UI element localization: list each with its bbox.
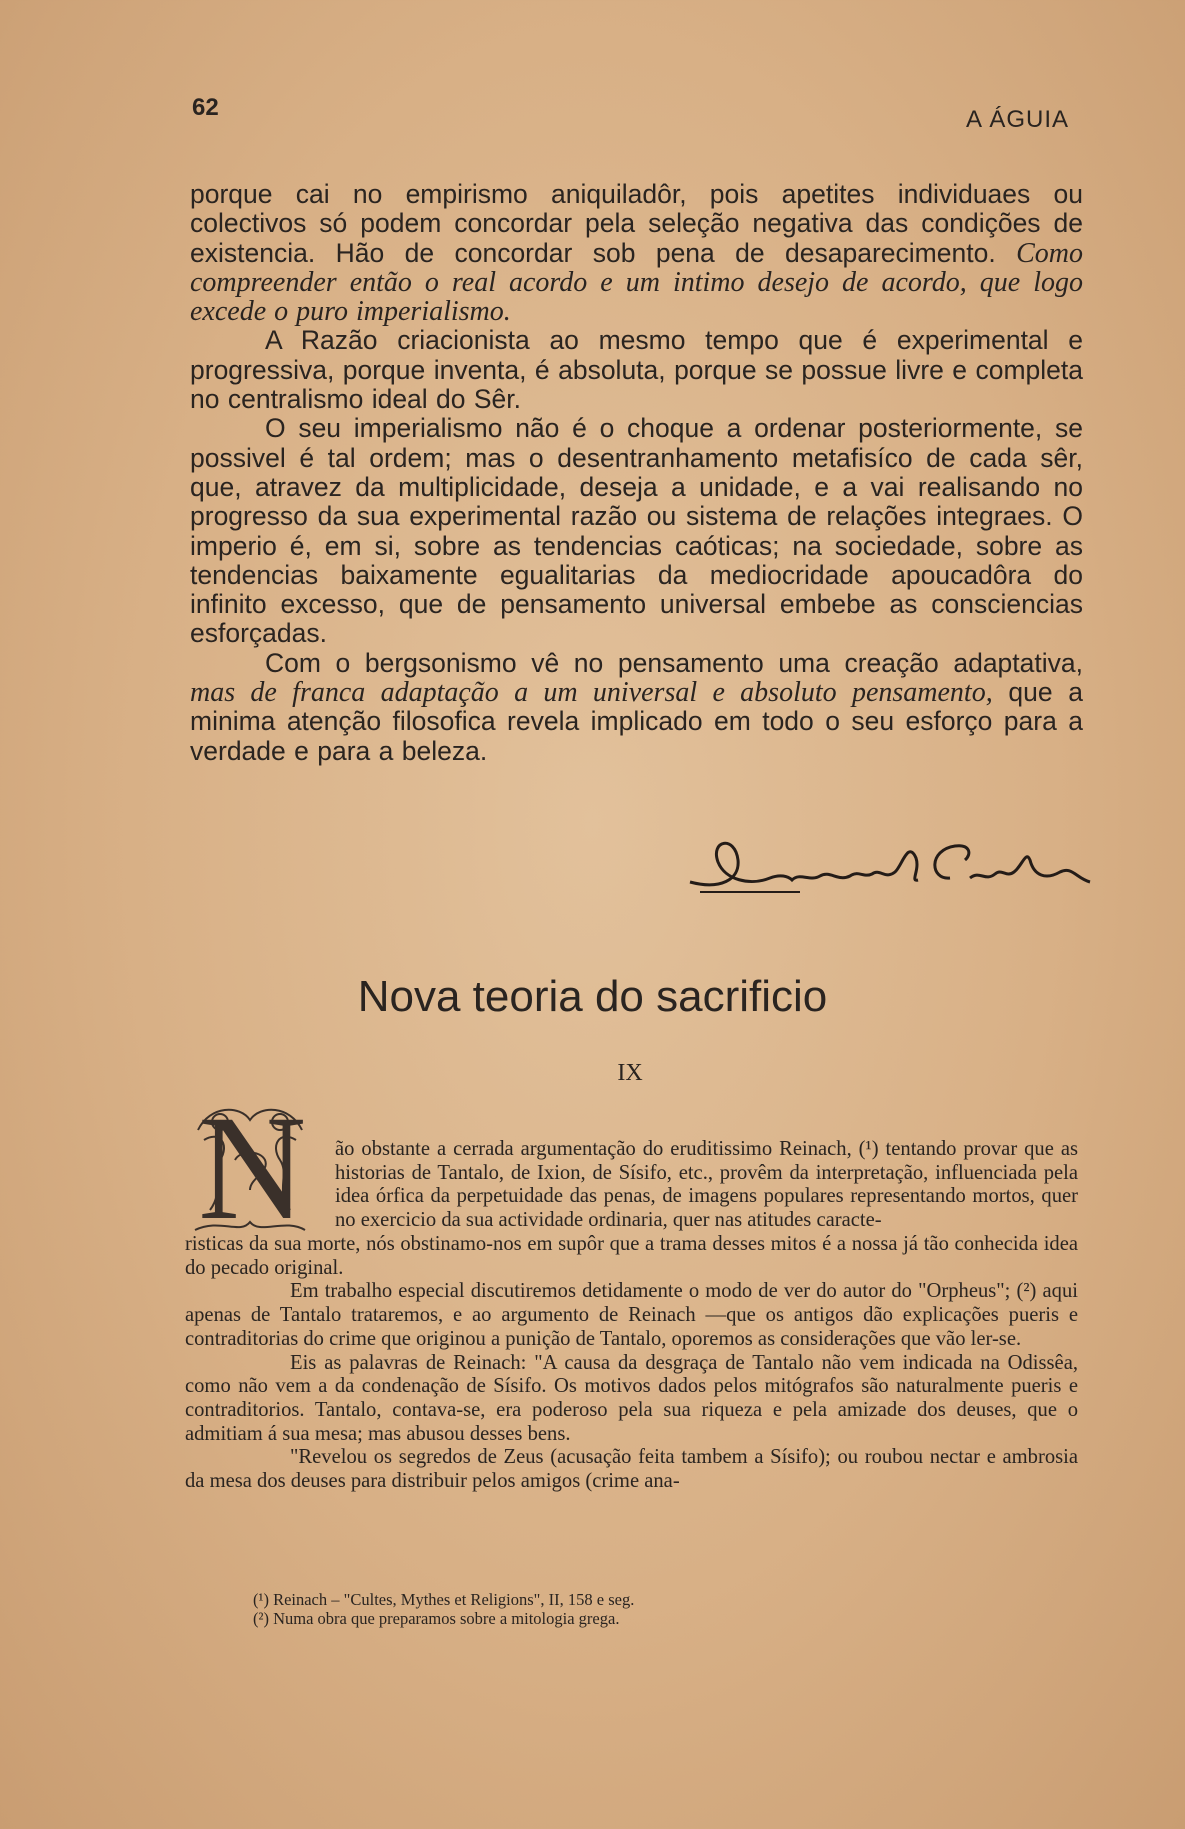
essay-paragraph [190, 649, 1083, 766]
essay-italic-span: mas de franca adaptação a um universal e absoluto pensamento, [190, 677, 993, 709]
essay-text-span: que a minima atenção filosofica revela implicado em todo o seu esforço para a verdade e para a beleza. [190, 677, 1083, 766]
essay-italic-span: Como compreender então o real acordo e um intimo desejo de acordo, que logo excede o puro imperialismo. [190, 237, 1083, 328]
footnote-text: Numa obra que preparamos sobre a mitologia grega. [273, 1609, 620, 1628]
drop-cap-letter: N [198, 1085, 307, 1251]
article-body [185, 1233, 1078, 1494]
page-number: 62 [192, 94, 219, 121]
footnote [253, 1609, 793, 1628]
section-number: IX [617, 1060, 643, 1086]
signature [680, 820, 1100, 900]
footnote-mark: (¹) [253, 1590, 269, 1609]
footnote-text: Reinach – "Cultes, Mythes et Religions", II, 158 e seg. [273, 1590, 635, 1609]
running-title: A ÁGUIA [966, 106, 1070, 133]
essay-paragraph: A Razão criacionista ao mesmo tempo que é experimental e progressiva, porque inventa, é absoluta, porque se possue livre e completa no centralismo ideal do Sêr. [190, 325, 1083, 415]
article-paragraph: Eis as palavras de Reinach: "A causa da desgraça de Tantalo não vem indicada na Odissêa, como não vem a da condenação de Sísifo. Os motivos dados pelos mitógrafos são naturalmente pueris e contraditorios. Tantalo, contava-se, era poderoso pela sua riqueza e pela amizade dos deuses, que o admitiam á sua mesa; mas abusou desses bens. [185, 1351, 1078, 1445]
footnote [253, 1590, 793, 1609]
essay-paragraph [190, 180, 1083, 326]
essay-text-span: porque cai no empirismo aniquiladôr, pois apetites individuaes ou colectivos só podem concordar pela seleção negativa das condições de existencia. Hão de concordar sob pena de desaparecimento. [190, 179, 1083, 268]
article-paragraph: "Revelou os segredos de Zeus (acusação feita tambem a Sísifo); ou roubou nectar e ambrosia da mesa dos deuses para distribuir pelos amigos (crime ana- [185, 1446, 1078, 1493]
article-title: Nova teoria do sacrificio [357, 972, 828, 1021]
essay-text-span: Com o bergsonismo vê no pensamento uma creação adaptativa, [265, 647, 1083, 678]
footnotes [253, 1590, 793, 1628]
article-intro: ão obstante a cerrada argumentação do eruditissimo Reinach, (¹) tentando provar que as historias de Tantalo, de Ixion, de Sísifo, etc., provêm da interpretação, influenciada pela idea órfica da perpetuidade das penas, de imagens populares representando mortos, quer no exercicio da sua actividade ordinaria, quer nas atitudes caracte- [335, 1138, 1078, 1232]
footnote-mark: (²) [253, 1609, 269, 1628]
essay-paragraph: O seu imperialismo não é o choque a ordenar posteriormente, se possivel é tal ordem; mas o desentranhamento metafisíco de cada sêr, que, atravez da multiplicidade, deseja a unidade, e a vai realisando no progresso da sua experimental razão ou sistema de relações integraes. O imperio é, em si, sobre as tendencias caóticas; na sociedade, sobre as tendencias baixamente egualitarias da mediocridade apoucadôra do infinito excesso, que de pensamento universal embebe as consciencias esforçadas. [190, 413, 1083, 649]
essay-text [190, 180, 1083, 766]
article-paragraph: Em trabalho especial discutiremos detidamente o modo de ver do autor do "Orpheus"; (²) aqui apenas de Tantalo trataremos, e ao argumento de Reinach —que os antigos dão explicações pueris e contraditorias do crime que originou a punição de Tantalo, oporemos as considerações que vão ler-se. [185, 1280, 1078, 1350]
article-paragraph: risticas da sua morte, nós obstinamo-nos em supôr que a trama desses mitos é a nossa já tão conhecida idea do pecado original. [185, 1233, 1078, 1279]
